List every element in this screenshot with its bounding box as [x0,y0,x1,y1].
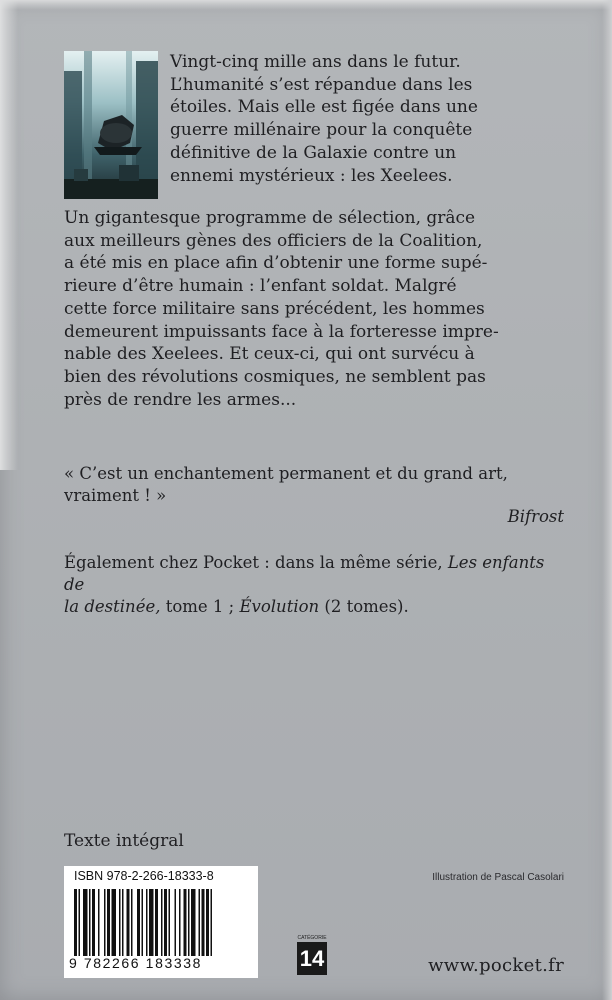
other-title: Évolution [239,597,320,616]
barcode-bar [146,889,148,956]
blurb-line: près de rendre les armes... [64,389,297,410]
barcode-bar [79,889,81,956]
blurb-line: demeurent impuissants face à la forteresse impre- [64,321,499,342]
blurb-line: bien des révolutions cosmiques, ne semblent pas [64,366,486,387]
cover-edge-wear [602,0,612,1000]
cover-edge-wear [0,0,18,470]
barcode-bar [199,889,201,956]
blurb-line: a été mis en place afin d’obtenir une forme supé- [64,253,488,274]
also-available-note [64,552,564,618]
barcode-bar [142,889,144,956]
blurb-line: ennemi mystérieux : les Xeelees. [170,165,453,186]
barcode-bar [188,889,190,956]
quote-line: « C’est un enchantement permanent et du grand art, [64,464,508,483]
barcode-bar [184,889,187,956]
blurb-line: guerre millénaire pour la conquête [170,120,473,141]
barcode-bar [92,889,95,956]
spaceship-illustration [64,51,158,199]
barcode-bar [89,889,91,956]
barcode-bar [131,889,133,956]
quote-source: Bifrost [507,507,564,526]
illustration-credit: Illustration de Pascal Casolari [432,872,564,883]
barcode-bar [127,889,130,956]
blurb-line: rieure d’être humain : l’enfant soldat. Malgré [64,276,457,297]
barcode-bar [161,889,163,956]
blurb-line: étoiles. Mais elle est figée dans une [170,97,478,118]
barcode-icon [74,889,250,956]
barcode-bar [206,889,209,956]
also-prefix: Également chez Pocket : dans la même série, [64,553,448,572]
series-title-continued: la destinée, [64,597,161,616]
illustration-artwork [64,51,158,199]
blurb-body [64,207,564,411]
barcode-bar [149,889,154,956]
blurb-line: cette force militaire sans précédent, les hommes [64,298,485,319]
also-middle: tome 1 ; [160,597,240,616]
barcode-bar [175,889,177,956]
also-suffix: (2 tomes). [319,597,409,616]
press-quote [64,463,564,507]
blurb-line: Un gigantesque programme de sélection, grâce [64,208,476,228]
barcode-bar [74,889,77,956]
quote-line: vraiment ! » [64,486,167,505]
barcode-bar [191,889,196,956]
blurb-intro [170,51,564,187]
category-number: 14 [297,942,327,975]
barcode-bar [169,889,171,956]
barcode-bar [155,889,158,956]
publisher-website[interactable]: www.pocket.fr [428,955,564,976]
cover-edge-wear [0,0,612,10]
barcode-bar [119,889,121,956]
barcode-bar [107,889,110,956]
barcode-digits: 9 782266 183338 [69,955,202,971]
blurb-line: aux meilleurs gènes des officiers de la Coalition, [64,230,483,251]
blurb-line: L’humanité s’est répandue dans les [170,74,473,95]
barcode-bar [202,889,205,956]
unabridged-label: Texte intégral [64,831,184,851]
category-label: CATÉGORIE [297,935,327,941]
barcode-panel [64,866,258,978]
blurb-line: nable des Xeelees. Et ceux-ci, qui ont survécu à [64,344,475,365]
isbn-label: ISBN 978-2-266-18333-8 [74,869,214,883]
barcode-bar [83,889,88,956]
barcode-bar [98,889,100,956]
barcode-bar [164,889,167,956]
category-badge [297,935,327,975]
barcode-bar [137,889,140,956]
barcode-bar [122,889,124,956]
barcode-bar [112,889,117,956]
barcode-bar [179,889,181,956]
series-title: Les enfants de [64,553,545,594]
barcode-bar [104,889,106,956]
barcode-bar [211,889,213,956]
blurb-line: Vingt-cinq mille ans dans le futur. [170,52,461,72]
blurb-line: définitive de la Galaxie contre un [170,142,457,163]
